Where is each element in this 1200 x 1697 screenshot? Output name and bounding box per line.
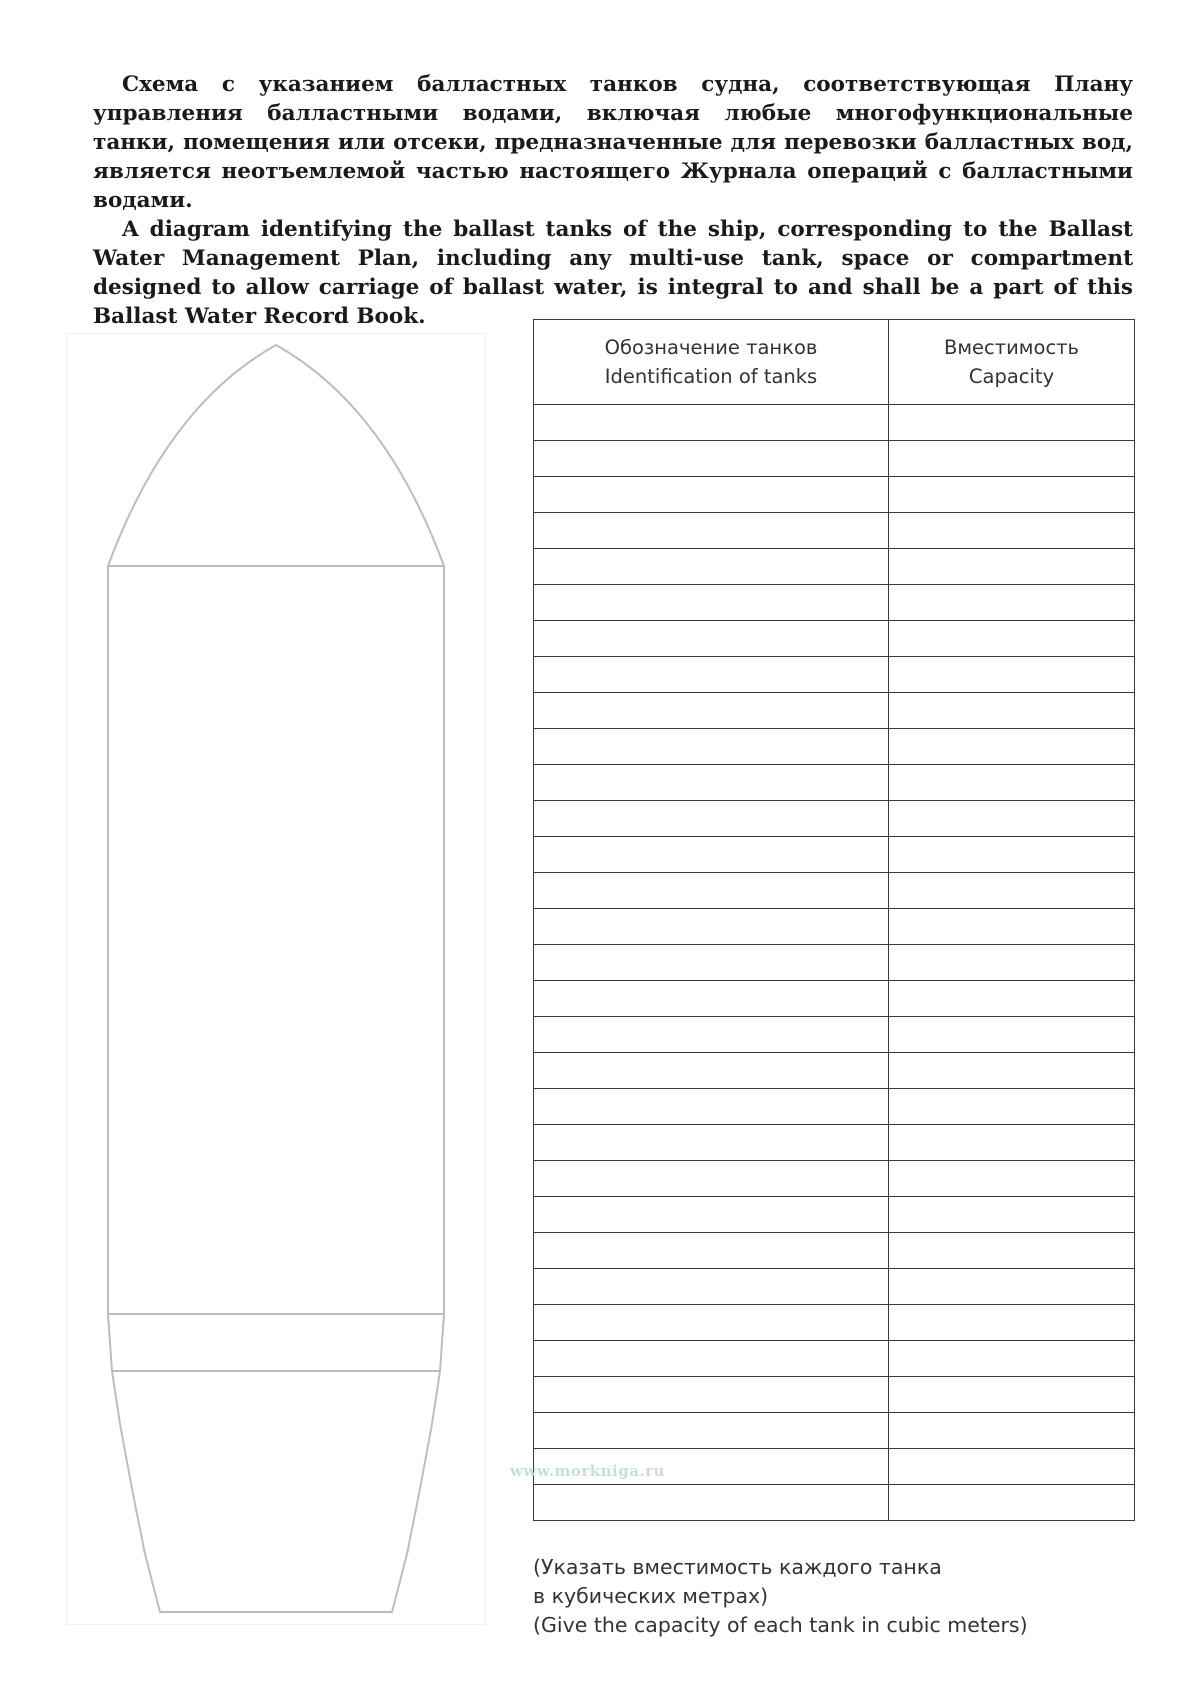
tank-capacity-cell[interactable] [889,441,1135,477]
table-row [534,693,1135,729]
tank-identification-cell[interactable] [534,1305,889,1341]
tank-identification-cell[interactable] [534,1125,889,1161]
table-row [534,513,1135,549]
table-row [534,945,1135,981]
tank-capacity-cell[interactable] [889,801,1135,837]
tank-identification-cell[interactable] [534,1089,889,1125]
table-row [534,765,1135,801]
intro-text [93,70,1133,331]
tank-identification-cell[interactable] [534,405,889,441]
table-body [534,405,1135,1521]
tank-identification-cell[interactable] [534,621,889,657]
table-header-row [534,320,1135,405]
table-row [534,441,1135,477]
tank-identification-cell[interactable] [534,657,889,693]
intro-paragraph-en: A diagram identifying the ballast tanks of the ship, corresponding to the Ballast Water Management Plan, including any multi-use tank, space or compartment designed to allow carriage of ballast water, is integral to and shall be a part of this Ballast Water Record Book. [93,217,1133,329]
table-row [534,909,1135,945]
table-row [534,1233,1135,1269]
tank-identification-cell[interactable] [534,873,889,909]
table-row [534,657,1135,693]
tank-capacity-cell[interactable] [889,585,1135,621]
tank-capacity-cell[interactable] [889,1269,1135,1305]
tank-identification-cell[interactable] [534,1413,889,1449]
tank-capacity-cell[interactable] [889,837,1135,873]
table-row [534,837,1135,873]
table-row [534,1341,1135,1377]
table-row [534,1377,1135,1413]
header-tank-identification-en: Identification of tanks [604,365,818,388]
tank-capacity-table [533,319,1135,1521]
tank-identification-cell[interactable] [534,945,889,981]
table-row [534,1413,1135,1449]
tank-capacity-cell[interactable] [889,621,1135,657]
tank-capacity-cell[interactable] [889,1089,1135,1125]
intro-paragraph-ru: Схема с указанием балластных танков судна, соответствующая Плану управления балластными водами, включая любые многофункциональные танки, помещения или отсеки, предназначенные для перевозки балластных вод, является неотъемлемой частью настоящего Журнала операций с балластными водами. [93,72,1133,213]
table-row [534,1161,1135,1197]
table-row [534,621,1135,657]
table-row [534,981,1135,1017]
tank-identification-cell[interactable] [534,801,889,837]
tank-identification-cell[interactable] [534,1377,889,1413]
tank-identification-cell[interactable] [534,441,889,477]
tank-capacity-cell[interactable] [889,945,1135,981]
tank-capacity-cell[interactable] [889,1413,1135,1449]
tank-capacity-cell[interactable] [889,981,1135,1017]
tank-identification-cell[interactable] [534,1485,889,1521]
tank-identification-cell[interactable] [534,585,889,621]
ship-hull-outline [67,334,485,1624]
table-row [534,1125,1135,1161]
tank-capacity-cell[interactable] [889,1233,1135,1269]
table-row [534,729,1135,765]
table-row [534,1485,1135,1521]
table-row [534,873,1135,909]
tank-capacity-cell[interactable] [889,873,1135,909]
stern-section [112,1371,440,1612]
tank-identification-cell[interactable] [534,981,889,1017]
tank-identification-cell[interactable] [534,1233,889,1269]
capacity-note-ru-line1: (Указать вместимость каждого танка [533,1555,942,1579]
tank-identification-cell[interactable] [534,837,889,873]
tank-capacity-cell[interactable] [889,765,1135,801]
header-capacity [889,320,1135,405]
tank-identification-cell[interactable] [534,1161,889,1197]
capacity-note-ru-line2: в кубических метрах) [533,1584,769,1608]
table-row [534,1305,1135,1341]
tank-capacity-cell[interactable] [889,1377,1135,1413]
tank-identification-cell[interactable] [534,1341,889,1377]
watermark: www.morkniga.ru [510,1462,665,1480]
tank-capacity-cell[interactable] [889,693,1135,729]
tank-capacity-cell[interactable] [889,549,1135,585]
tank-identification-cell[interactable] [534,765,889,801]
header-capacity-en: Capacity [968,365,1055,388]
tank-capacity-cell[interactable] [889,1017,1135,1053]
tank-identification-cell[interactable] [534,477,889,513]
table-row [534,405,1135,441]
header-tank-identification [534,320,889,405]
table-row [534,585,1135,621]
tank-capacity-cell[interactable] [889,513,1135,549]
table-row [534,1053,1135,1089]
capacity-note-en: (Give the capacity of each tank in cubic meters) [533,1613,1028,1637]
tank-capacity-cell[interactable] [889,1197,1135,1233]
capacity-note [533,1553,1133,1640]
table-row [534,801,1135,837]
tank-capacity-cell[interactable] [889,1053,1135,1089]
tank-identification-cell[interactable] [534,513,889,549]
tank-identification-cell[interactable] [534,1017,889,1053]
engine-room-section [108,1314,444,1371]
table-row [534,549,1135,585]
tank-identification-cell[interactable] [534,909,889,945]
tank-capacity-cell[interactable] [889,1305,1135,1341]
tank-capacity-cell[interactable] [889,729,1135,765]
header-capacity-ru: Вместимость [943,336,1080,359]
ship-diagram-panel [66,333,486,1625]
tank-identification-cell[interactable] [534,1197,889,1233]
tank-identification-cell[interactable] [534,693,889,729]
table-row [534,1269,1135,1305]
tank-capacity-cell[interactable] [889,405,1135,441]
tank-capacity-cell[interactable] [889,477,1135,513]
tank-capacity-cell[interactable] [889,909,1135,945]
tank-capacity-cell[interactable] [889,657,1135,693]
tank-capacity-cell[interactable] [889,1161,1135,1197]
tank-identification-cell[interactable] [534,1269,889,1305]
tank-identification-cell[interactable] [534,1053,889,1089]
table-row [534,1197,1135,1233]
tank-identification-cell[interactable] [534,729,889,765]
tank-capacity-cell[interactable] [889,1341,1135,1377]
tank-capacity-cell[interactable] [889,1125,1135,1161]
table-row [534,1089,1135,1125]
header-tank-identification-ru: Обозначение танков [604,336,818,359]
tank-capacity-cell[interactable] [889,1485,1135,1521]
cargo-hold-section [108,566,444,1314]
tank-identification-cell[interactable] [534,549,889,585]
tank-capacity-cell[interactable] [889,1449,1135,1485]
bow-section [108,345,444,566]
table-row [534,477,1135,513]
table-row [534,1017,1135,1053]
